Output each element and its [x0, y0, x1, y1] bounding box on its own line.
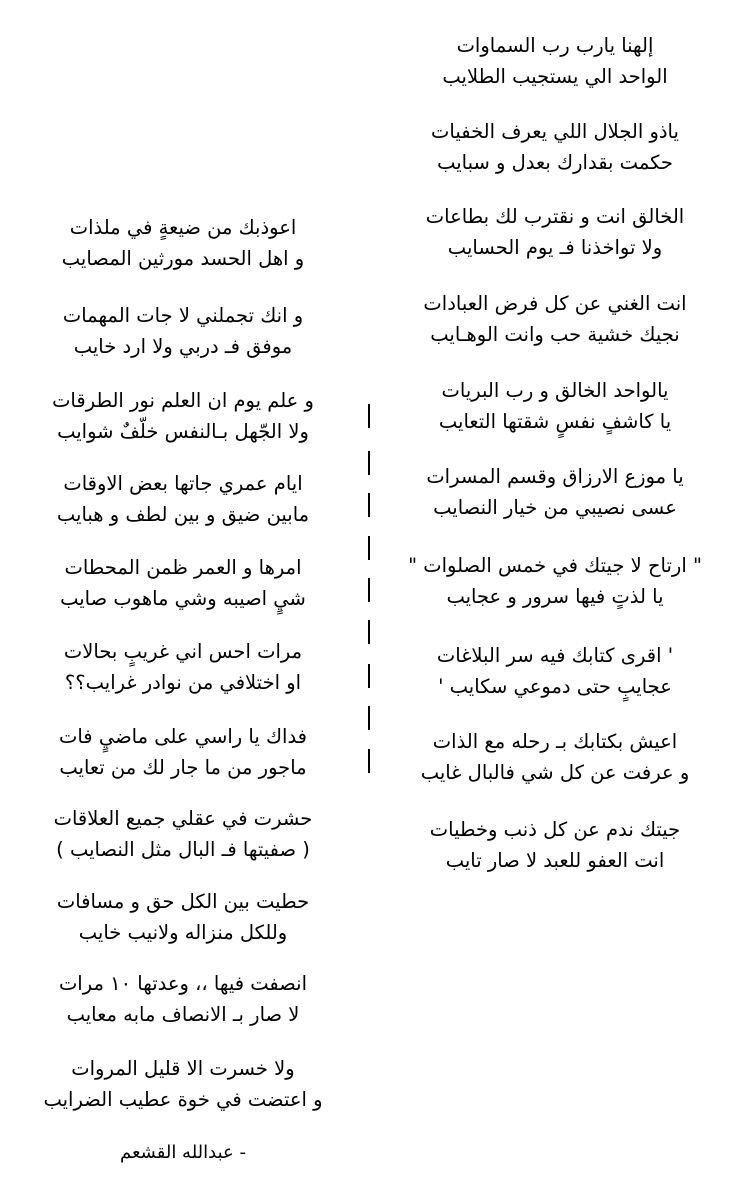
- verse-line-1: حشرت في عقلي جميع العلاقات: [53, 807, 313, 830]
- separator-mark: [368, 749, 370, 773]
- verse-line-1: جيتك ندم عن كل ذنب وخطيات: [429, 818, 681, 841]
- verse: [18, 1053, 348, 1115]
- verse-line-2: او اختلافي من نوادر غرايب؟؟: [64, 671, 302, 694]
- verse-line-1: حطيت بين الكل حق و مسافات: [56, 890, 310, 913]
- verse-line-2: عجايبٍ حتى دموعي سكايب ': [438, 675, 672, 698]
- verse-line-1: فداك يا راسي على ماضيٍ فات: [59, 725, 307, 748]
- verse: [18, 968, 348, 1030]
- verse: [18, 636, 348, 698]
- verse-line-1: ولا خسرت الا قليل المروات: [71, 1057, 295, 1080]
- verse-line-2: انت العفو للعبد لا صار تايب: [445, 849, 665, 872]
- verse: [18, 468, 348, 530]
- verse-line-1: يالواحد الخالق و رب البريات: [441, 379, 669, 402]
- verse: [18, 212, 348, 274]
- verse-line-2: ماجور من ما جار لك من تعايب: [59, 756, 307, 779]
- verse: [390, 288, 720, 350]
- verse-line-2: الواحد الي يستجيب الطلايب: [442, 65, 668, 88]
- separator-mark: [368, 493, 370, 517]
- verse-line-2: ولا الجّهل بـالنفس خلّفٌ شوايب: [57, 420, 309, 443]
- verse-line-2: مابين ضيق و بين لطف و هبايب: [56, 503, 310, 526]
- verse-line-1: ياذو الجلال اللي يعرف الخفيات: [431, 120, 679, 143]
- verse-line-2: يا لذتٍ فيها سرور و عجايب: [446, 585, 664, 608]
- verse-line-2: وللكل منزاله ولانيب خايب: [78, 921, 288, 944]
- verse-line-1: و انك تجملني لا جات المهمات: [62, 304, 304, 327]
- verse-line-2: و اهل الحسد مورثين المصايب: [61, 247, 305, 270]
- verse-line-1: اعوذبك من ضيعةٍ في ملذات: [69, 216, 297, 239]
- separator-mark: [368, 706, 370, 730]
- verse: [18, 385, 348, 447]
- separator-mark: [368, 451, 370, 475]
- verse-line-1: ' اقرى كتابك فيه سر البلاغات: [436, 644, 674, 667]
- verse-line-1: انت الغني عن كل فرض العبادات: [423, 292, 687, 315]
- verse-line-1: إلهنا يارب رب السماوات: [456, 34, 654, 57]
- verse-line-2: و اعتضت في خوة عطيب الضرايب: [43, 1088, 323, 1111]
- verse-line-2: حكمت بقدارك بعدل و سبايب: [437, 151, 673, 174]
- verse: [18, 721, 348, 783]
- verse-line-1: مرات احس اني غريبٍ بحالات: [63, 640, 303, 663]
- verse-line-1: " ارتاح لا جيتك في خمس الصلوات ": [408, 554, 702, 577]
- separator-mark: [368, 620, 370, 644]
- verse-line-1: الخالق انت و نقترب لك بطاعات: [425, 205, 685, 228]
- verse-line-2: يا كاشفٍ نفسٍ شقتها التعايب: [438, 410, 672, 433]
- verse-line-2: ولا تواخذنا فـ يوم الحسايب: [447, 236, 663, 259]
- verse-line-2: و عرفت عن كل شي فالبال غايب: [420, 761, 690, 784]
- verse: [390, 640, 720, 702]
- separator-mark: [368, 578, 370, 602]
- verse-line-2: موفق فـ دربي ولا ارد خايب: [73, 335, 293, 358]
- verse-line-1: ايام عمري جاتها بعض الاوقات: [63, 472, 303, 495]
- verse: [390, 461, 720, 523]
- verse-line-1: اعيش بكتابك بـ رحله مع الذات: [432, 730, 678, 753]
- verse: [390, 116, 720, 178]
- verse: [18, 803, 348, 865]
- author-signature: - عبدالله القشعم: [120, 1142, 246, 1163]
- verse: [18, 300, 348, 362]
- verse-line-2: لا صار بـ الانصاف مابه معايب: [66, 1003, 300, 1026]
- separator-mark: [368, 664, 370, 688]
- verse-line-1: انصفت فيها ،، وعدتها ١٠ مرات: [58, 972, 308, 995]
- verse: [390, 550, 720, 612]
- verse: [390, 30, 720, 92]
- separator-mark: [368, 404, 370, 428]
- verse: [18, 886, 348, 948]
- verse-line-1: و علم يوم ان العلم نور الطرقات: [52, 389, 314, 412]
- verse: [390, 726, 720, 788]
- verse-line-2: نجيك خشية حب وانت الوهـايب: [430, 323, 680, 346]
- verse: [18, 552, 348, 614]
- separator-mark: [368, 536, 370, 560]
- verse-line-2: ( صفيتها فـ البال مثل النصايب ): [56, 838, 310, 861]
- verse-line-2: عسى نصيبي من خيار النصايب: [433, 496, 677, 519]
- verse: [390, 814, 720, 876]
- verse-line-1: امرها و العمر ظمن المحطات: [64, 556, 302, 579]
- verse: [390, 201, 720, 263]
- verse-line-1: يا موزع الارزاق وقسم المسرات: [426, 465, 684, 488]
- verse: [390, 375, 720, 437]
- verse-line-2: شيٍ اصيبه وشي ماهوب صايب: [60, 587, 306, 610]
